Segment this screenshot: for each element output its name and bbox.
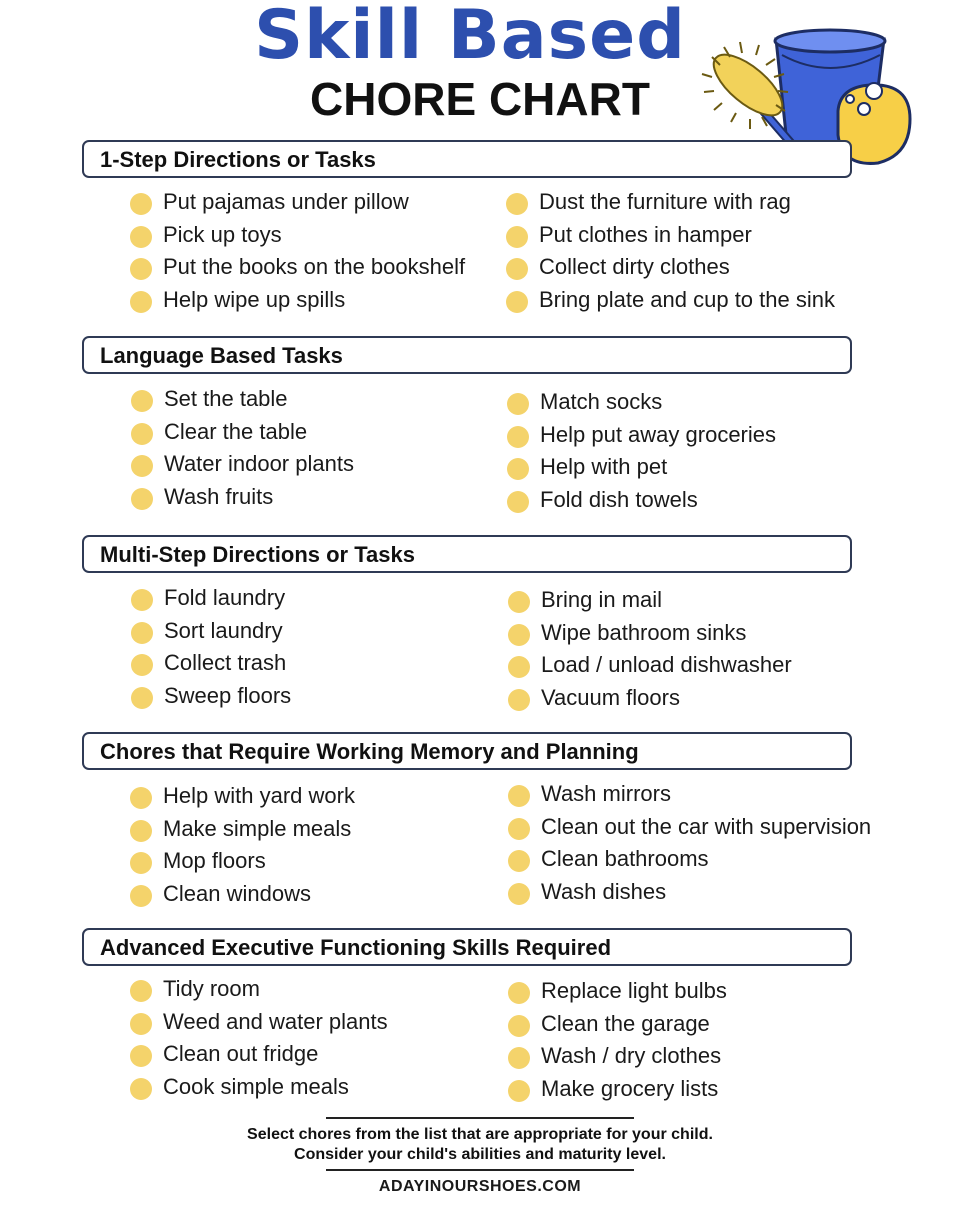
bullet-dot (130, 820, 152, 842)
chore-label: Sort laundry (164, 617, 283, 643)
bullet-dot (130, 852, 152, 874)
bullet-dot (506, 258, 528, 280)
chore-label: Replace light bulbs (541, 978, 727, 1003)
bullet-dot (131, 622, 153, 644)
chore-label: Tidy room (163, 976, 260, 1001)
section-heading: Multi-Step Directions or Tasks (100, 542, 415, 567)
bullet-dot (131, 390, 153, 412)
chore-label: Bring plate and cup to the sink (539, 286, 835, 312)
bullet-dot (131, 488, 153, 510)
bullet-dot (507, 491, 529, 513)
bullet-dot (130, 885, 152, 907)
chore-label: Help put away groceries (540, 421, 777, 447)
page-title: Skill Based (254, 0, 686, 75)
chore-label: Make grocery lists (541, 1075, 719, 1101)
bullet-dot (130, 1045, 152, 1067)
section-heading: Language Based Tasks (100, 343, 343, 368)
chore-label: Clear the table (164, 418, 308, 444)
footer-divider (326, 1169, 634, 1171)
bullet-dot (130, 291, 152, 313)
bullet-dot (130, 787, 152, 809)
bullet-dot (508, 1015, 530, 1037)
bullet-dot (131, 423, 153, 445)
chore-label: Water indoor plants (164, 451, 354, 476)
chore-label: Help with yard work (163, 783, 355, 808)
bullet-dot (508, 1047, 530, 1069)
bullet-dot (131, 589, 153, 611)
chore-label: Weed and water plants (163, 1008, 388, 1034)
chore-label: Bring in mail (541, 587, 663, 612)
chore-label: Fold laundry (164, 585, 286, 610)
bullet-dot (508, 850, 530, 872)
chore-label: Clean windows (163, 880, 311, 906)
footer-note-line-2: Consider your child's abilities and maturity level. (294, 1146, 666, 1163)
chore-label: Fold dish towels (540, 486, 698, 512)
chore-label: Dust the furniture with rag (539, 189, 791, 214)
bullet-dot (508, 591, 530, 613)
footer-divider (326, 1117, 634, 1119)
bullet-dot (507, 458, 529, 480)
bullet-dot (130, 226, 152, 248)
chore-label: Wash fruits (164, 483, 274, 509)
section-header (82, 732, 852, 770)
chore-label: Help with pet (540, 454, 668, 479)
section-header (82, 535, 852, 573)
bullet-dot (508, 1080, 530, 1102)
bullet-dot (506, 226, 528, 248)
chore-label: Wash / dry clothes (541, 1043, 722, 1068)
bullet-dot (508, 883, 530, 905)
website-link[interactable]: ADAYINOURSHOES.COM (378, 1178, 582, 1195)
chore-label: Wash dishes (541, 878, 667, 904)
chore-label: Put the books on the bookshelf (163, 254, 466, 279)
section-header (82, 140, 852, 178)
chore-label: Clean the garage (541, 1010, 710, 1036)
bullet-dot (507, 393, 529, 415)
bullet-dot (508, 785, 530, 807)
bullet-dot (130, 258, 152, 280)
bullet-dot (508, 624, 530, 646)
chore-label: Put pajamas under pillow (163, 189, 409, 214)
chore-label: Cook simple meals (163, 1073, 349, 1099)
bullet-dot (508, 982, 530, 1004)
chore-label: Clean bathrooms (541, 846, 709, 871)
bullet-dot (506, 193, 528, 215)
chore-label: Mop floors (163, 848, 266, 873)
section-header (82, 928, 852, 966)
page-subtitle: CHORE CHART (310, 73, 650, 125)
chore-label: Clean out the car with supervision (541, 813, 872, 839)
bullet-dot (508, 689, 530, 711)
chore-label: Collect trash (164, 650, 287, 675)
chore-label: Load / unload dishwasher (541, 652, 792, 677)
chore-label: Wipe bathroom sinks (541, 619, 747, 645)
chore-label: Put clothes in hamper (539, 221, 752, 247)
chore-label: Pick up toys (163, 221, 282, 247)
section-heading: 1-Step Directions or Tasks (100, 147, 376, 172)
bullet-dot (506, 291, 528, 313)
chore-label: Collect dirty clothes (539, 254, 730, 279)
bullet-dot (130, 1078, 152, 1100)
bullet-dot (131, 654, 153, 676)
chore-label: Set the table (164, 386, 288, 411)
chore-label: Vacuum floors (541, 684, 680, 710)
chore-label: Match socks (540, 389, 663, 414)
chore-label: Help wipe up spills (163, 286, 346, 312)
bullet-dot (131, 455, 153, 477)
section-heading: Advanced Executive Functioning Skills Required (100, 935, 612, 960)
bullet-dot (508, 818, 530, 840)
bullet-dot (131, 687, 153, 709)
section-header (82, 336, 852, 374)
bullet-dot (508, 656, 530, 678)
section-heading: Chores that Require Working Memory and Planning (100, 739, 639, 764)
bullet-dot (130, 193, 152, 215)
bullet-dot (130, 1013, 152, 1035)
chore-label: Clean out fridge (163, 1041, 319, 1066)
bullet-dot (507, 426, 529, 448)
chore-label: Make simple meals (163, 815, 352, 841)
chore-label: Wash mirrors (541, 781, 671, 806)
bullet-dot (130, 980, 152, 1002)
chore-label: Sweep floors (164, 682, 292, 708)
footer-note-line-1: Select chores from the list that are appropriate for your child. (247, 1126, 713, 1143)
